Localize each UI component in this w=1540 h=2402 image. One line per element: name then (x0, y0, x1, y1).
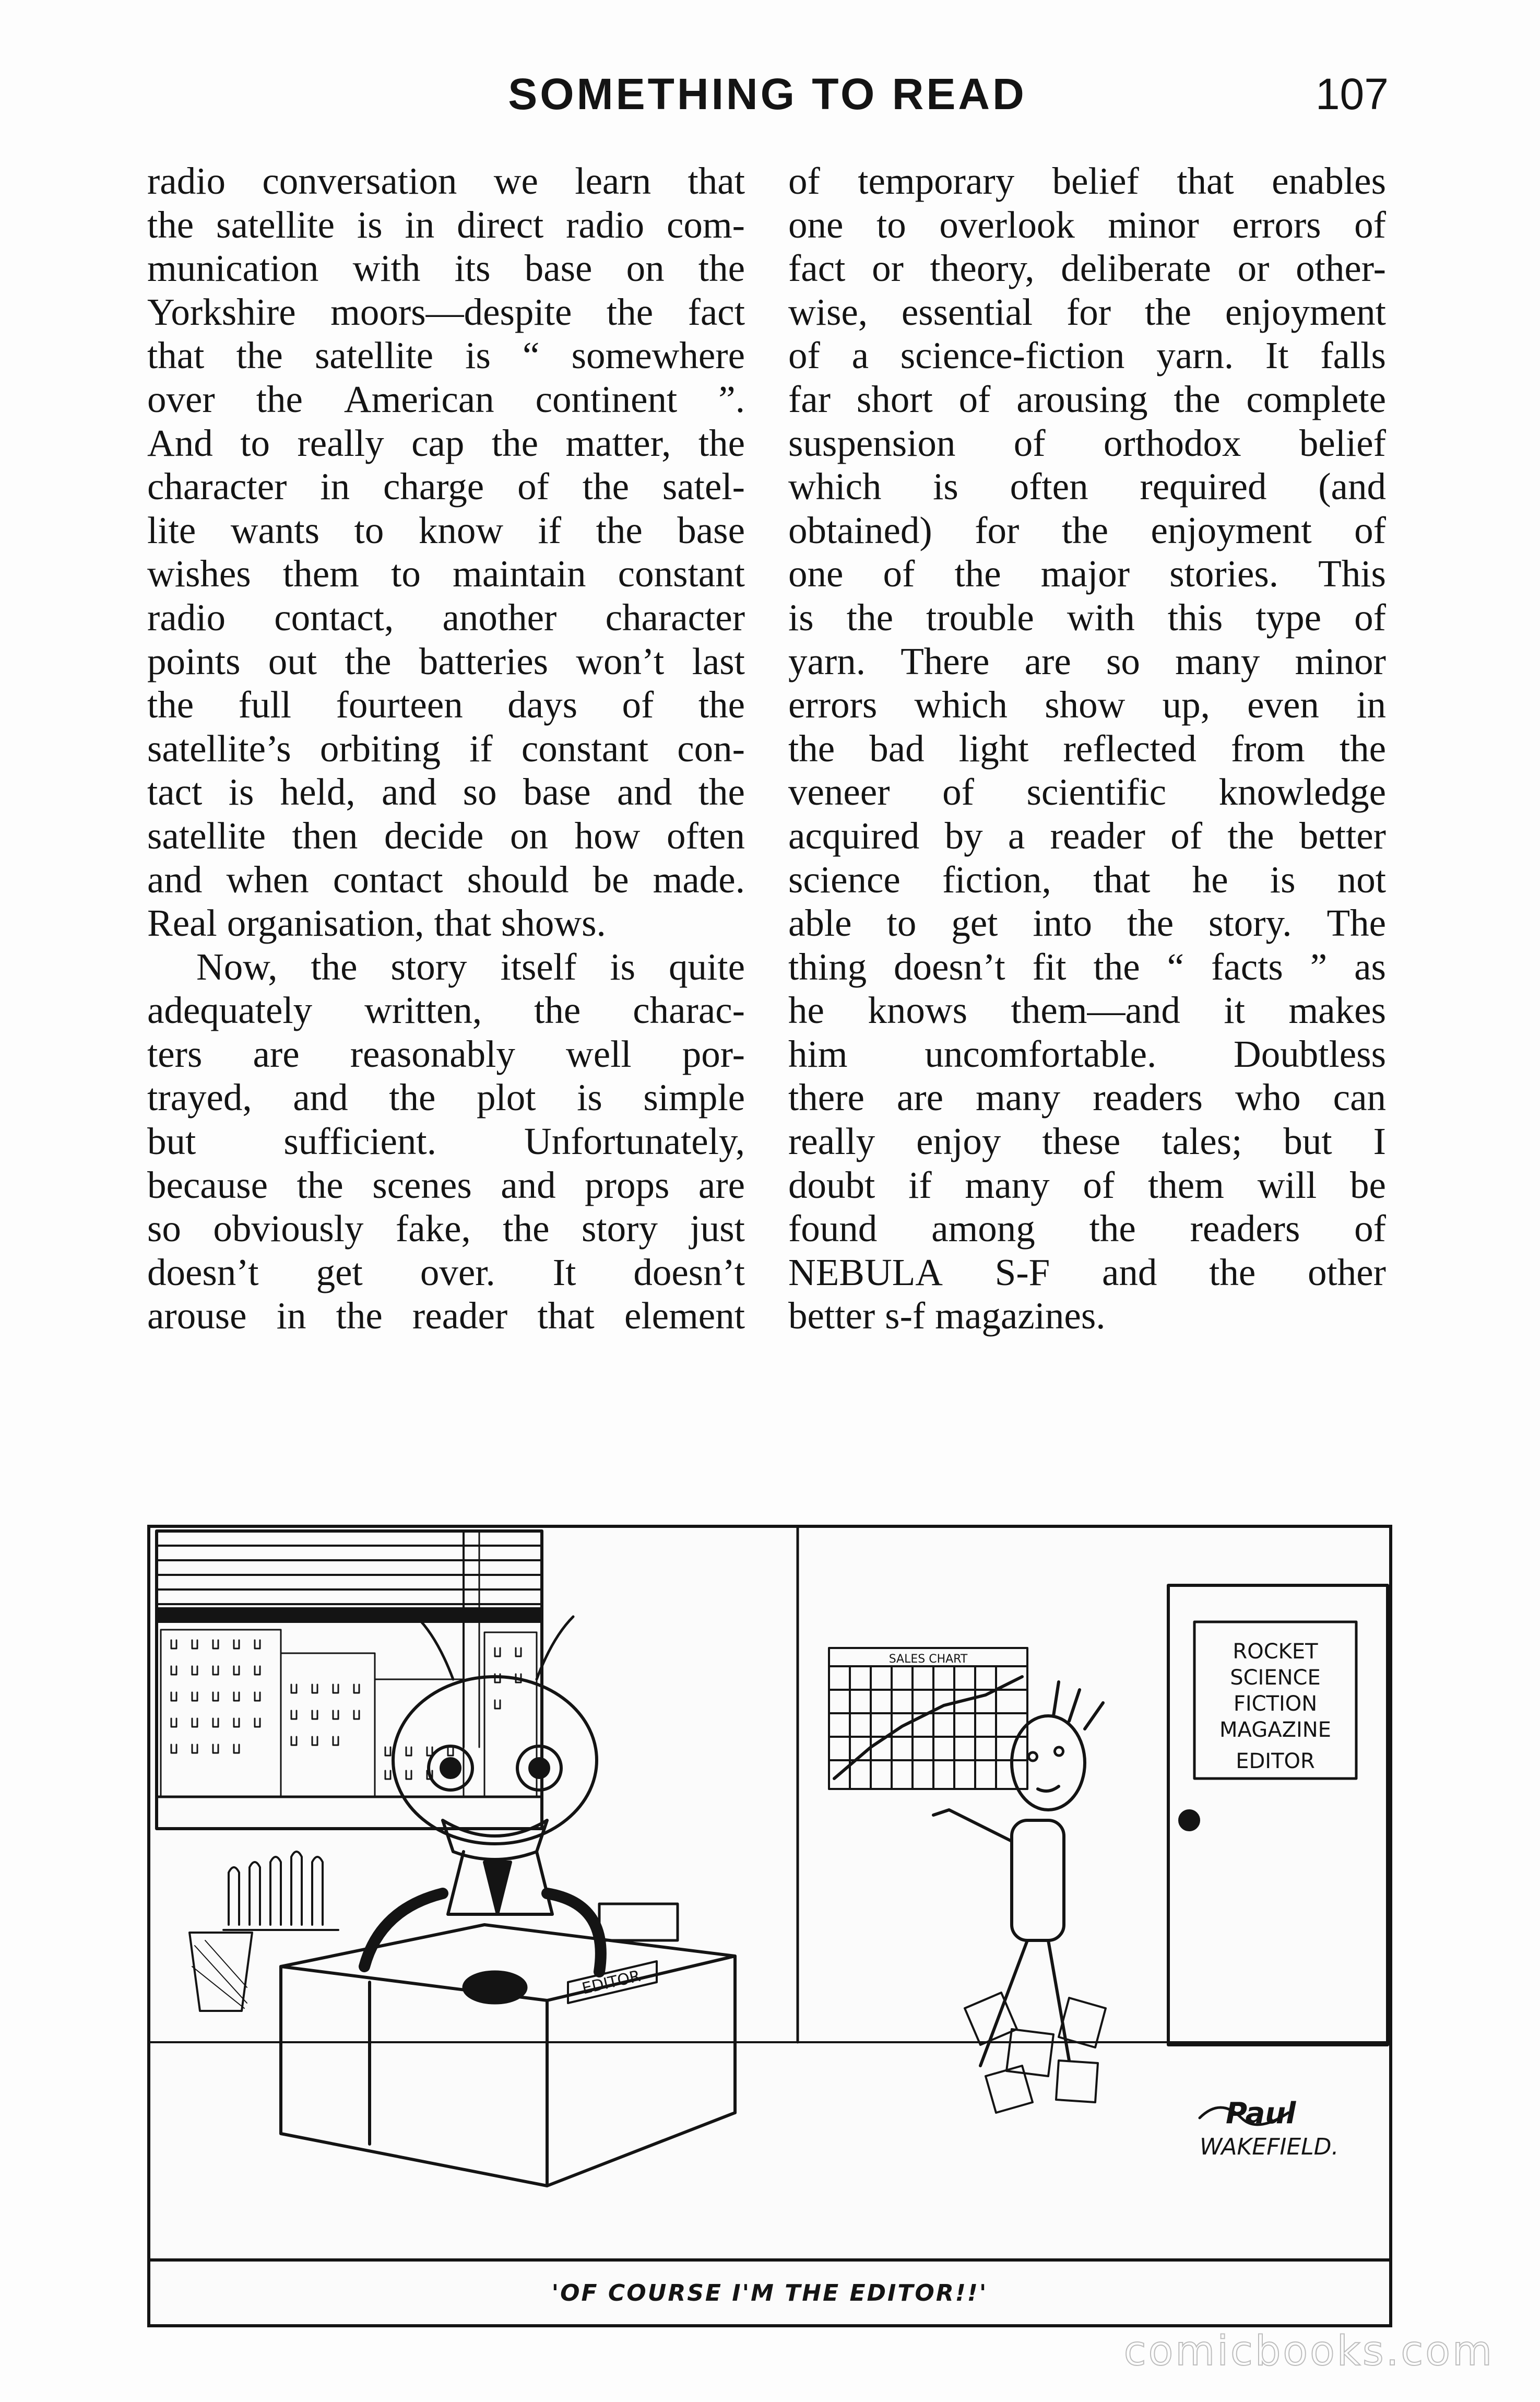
text-line: tact is held, and so base and the (147, 771, 745, 814)
text-line: fact or theory, deliberate or other- (788, 247, 1386, 290)
text-line: able to get into the story. The (788, 902, 1386, 945)
running-head (146, 62, 1389, 119)
door-sign-line-2: SCIENCE (1230, 1666, 1321, 1690)
text-line: trayed, and the plot is simple (147, 1076, 745, 1119)
sales-chart (829, 1648, 1027, 1789)
text-line: points out the batteries won’t last (147, 640, 745, 682)
text-line: lite wants to know if the base (147, 509, 745, 551)
text-line: found among the readers of (788, 1207, 1386, 1250)
cartoon-caption: 'OF COURSE I'M THE EDITOR!!' (551, 2279, 988, 2306)
door-sign-line-5: EDITOR (1236, 1749, 1315, 1773)
text-line: really enjoy these tales; but I (788, 1120, 1386, 1163)
text-line: wishes them to maintain constant (147, 552, 745, 595)
door-sign-line-1: ROCKET (1233, 1640, 1318, 1664)
text-line: obtained) for the enjoyment of (788, 509, 1386, 551)
text-line: character in charge of the satel- (147, 465, 745, 508)
door-sign-line-4: MAGAZINE (1219, 1718, 1331, 1742)
text-line: and when contact should be made. (147, 858, 745, 901)
robot-editor (364, 1617, 601, 1972)
text-line: there are many readers who can (788, 1076, 1386, 1119)
text-line: veneer of scientific knowledge (788, 771, 1386, 814)
text-line: of temporary belief that enables (788, 160, 1386, 202)
text-line: but sufficient. Unfortunately, (147, 1120, 745, 1163)
text-line: doesn’t get over. It doesn’t (147, 1251, 745, 1293)
text-line: acquired by a reader of the better (788, 814, 1386, 857)
text-line: NEBULA S-F and the other (788, 1251, 1386, 1293)
text-line: better s-f magazines. (788, 1294, 1106, 1337)
text-line: him uncomfortable. Doubtless (788, 1032, 1386, 1075)
text-line: satellite’s orbiting if constant con- (147, 727, 745, 770)
desk-plate-text: EDITOR (580, 1967, 643, 1998)
text-line: Yorkshire moors—despite the fact (147, 290, 745, 333)
door-sign-line-3: FICTION (1233, 1692, 1318, 1716)
telephone (464, 1972, 526, 2003)
text-line: of a science-fiction yarn. It falls (788, 334, 1386, 377)
text-line: wise, essential for the enjoyment (788, 290, 1386, 333)
text-line: satellite then decide on how often (147, 814, 745, 857)
text-line: over the American continent ”. (147, 378, 745, 420)
sales-chart-title: SALES CHART (889, 1653, 968, 1666)
text-line: the satellite is in direct radio com- (147, 203, 745, 246)
text-line: adequately written, the charac- (147, 989, 745, 1032)
text-line: yarn. There are so many minor (788, 640, 1386, 682)
text-line: science fiction, that he is not (788, 858, 1386, 901)
text-line: munication with its base on the (147, 247, 745, 290)
text-column-left (147, 159, 745, 1338)
radiator (223, 1852, 338, 1930)
shocked-visitor (933, 1682, 1103, 2066)
signature-last: WAKEFIELD. (1200, 2134, 1339, 2160)
text-line: radio contact, another character (147, 596, 745, 639)
text-line: one of the major stories. This (788, 552, 1386, 595)
page-number: 107 (1315, 69, 1389, 119)
text-line: is the trouble with this type of (788, 596, 1386, 639)
text-column-right (788, 159, 1386, 1338)
text-line: arouse in the reader that element (147, 1294, 745, 1337)
cartoon-drawing (150, 1528, 1389, 2262)
text-line: that the satellite is “ somewhere (147, 334, 745, 377)
text-line: Now, the story itself is quite (196, 945, 745, 988)
text-line: because the scenes and props are (147, 1163, 745, 1206)
text-line: one to overlook minor errors of (788, 203, 1386, 246)
text-line: radio conversation we learn that (147, 160, 745, 202)
text-line: doubt if many of them will be (788, 1163, 1386, 1206)
text-line: suspension of orthodox belief (788, 421, 1386, 464)
city-skyline (157, 1630, 542, 1797)
text-line: errors which show up, even in (788, 684, 1386, 726)
text-line: Real organisation, that shows. (147, 902, 606, 945)
text-line: so obviously fake, the story just (147, 1207, 745, 1250)
text-line: he knows them—and it makes (788, 989, 1386, 1032)
text-line: which is often required (and (788, 465, 1386, 508)
desk (281, 1925, 735, 2186)
watermark: comicbooks.com (1123, 2328, 1494, 2375)
text-line: far short of arousing the complete (788, 378, 1386, 420)
cartoon-illustration (147, 1525, 1392, 2327)
text-line: thing doesn’t fit the “ facts ” as (788, 945, 1386, 988)
text-line: ters are reasonably well por- (147, 1032, 745, 1075)
text-line: And to really cap the matter, the (147, 421, 745, 464)
text-line: the full fourteen days of the (147, 684, 745, 726)
cigar-box (599, 1904, 678, 1940)
text-line: the bad light reflected from the (788, 727, 1386, 770)
running-title: SOMETHING TO READ (508, 69, 1027, 119)
signature-first: Paul (1226, 2097, 1296, 2130)
caption-strip (150, 2258, 1389, 2324)
